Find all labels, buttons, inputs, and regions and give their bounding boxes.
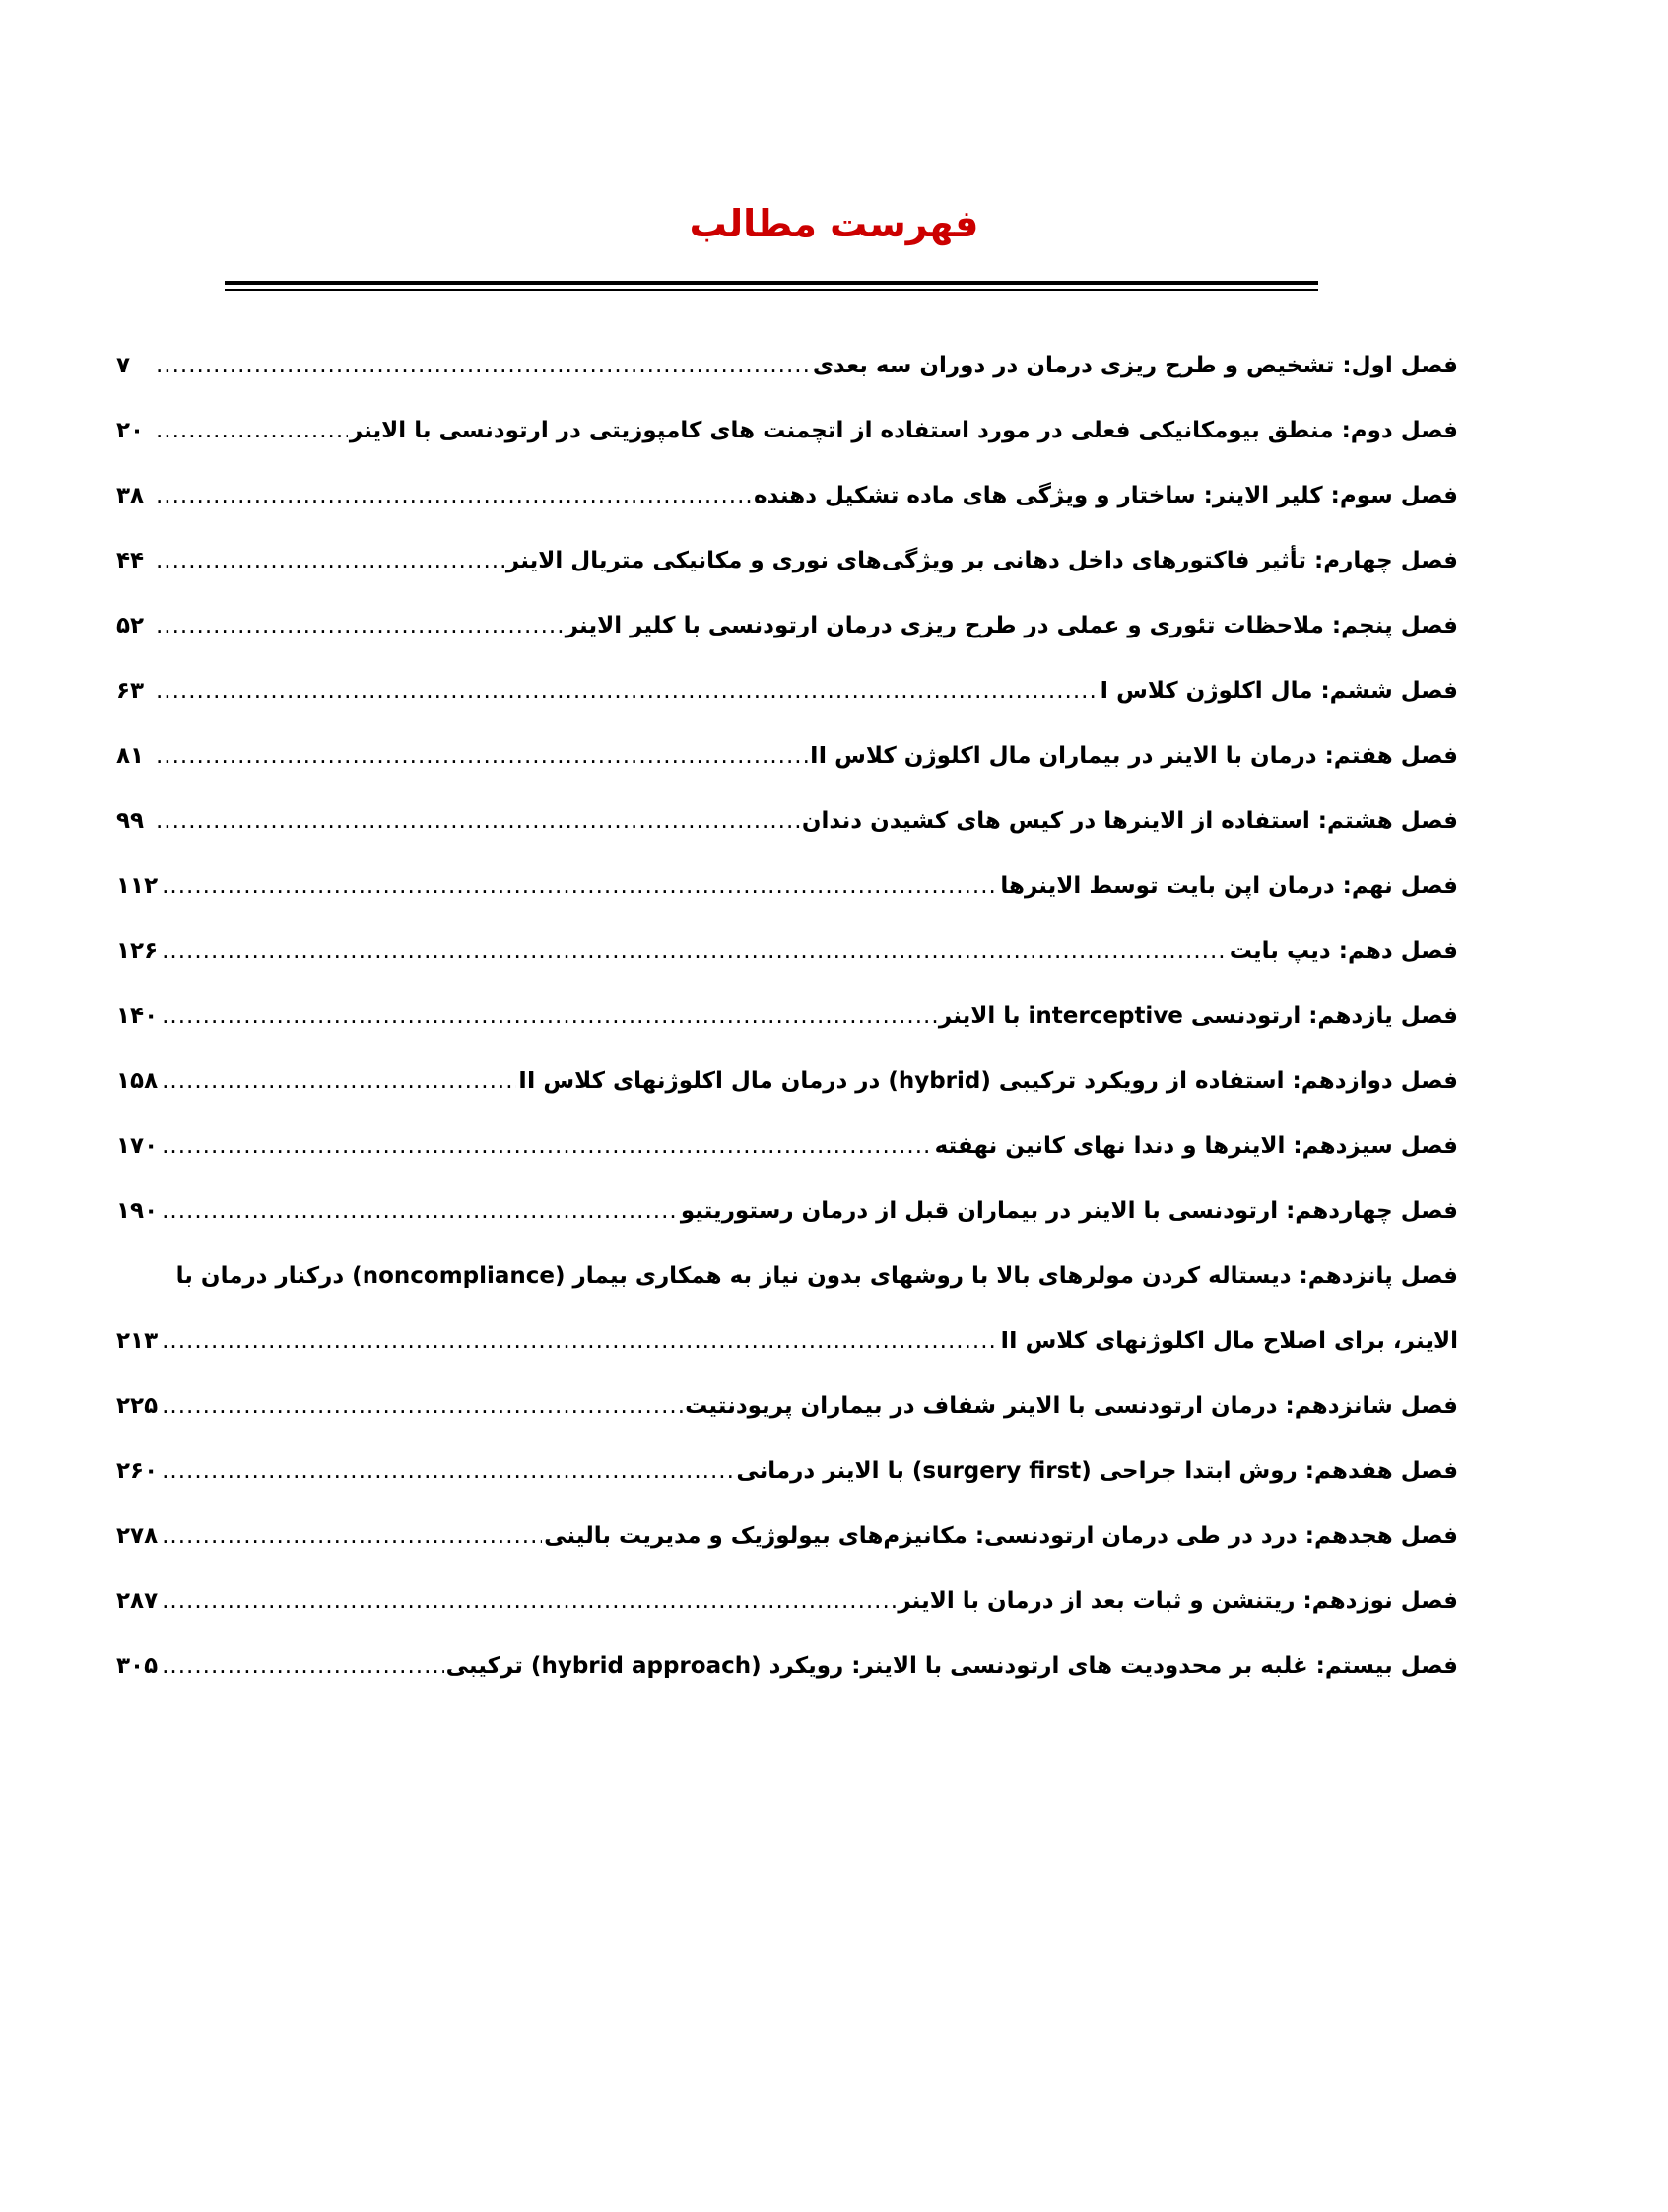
toc-entry[interactable] bbox=[116, 938, 1458, 1003]
toc-entry-label: فصل پنجم: ملاحظات تئوری و عملی در طرح ریزی درمان ارتودنسی با کلیر الاینر bbox=[565, 613, 1458, 638]
toc-entry-page: ۱۲۶ bbox=[116, 938, 159, 964]
toc-entry-label: فصل اول: تشخیص و طرح ریزی درمان در دوران سه بعدی bbox=[812, 353, 1458, 378]
toc-entry-page: ۲۸۷ bbox=[116, 1588, 159, 1614]
toc-leader-dots bbox=[162, 1328, 998, 1354]
toc-leader-dots bbox=[156, 613, 564, 638]
toc-leader-dots bbox=[156, 418, 348, 443]
toc-entry[interactable] bbox=[116, 1068, 1458, 1133]
toc-entry[interactable] bbox=[116, 1653, 1458, 1718]
toc-entry-label: فصل چهاردهم: ارتودنسی با الاینر در بیماران قبل از درمان رستوریتیو bbox=[680, 1198, 1458, 1224]
toc-entry[interactable] bbox=[116, 1588, 1458, 1653]
toc-entry-label: فصل هشتم: استفاده از الاینرها در کیس های کشیدن دندان bbox=[801, 808, 1458, 834]
toc-leader-dots bbox=[156, 483, 752, 508]
toc-leader-dots bbox=[162, 938, 1228, 964]
toc-leader-dots bbox=[162, 1198, 679, 1224]
toc-entry[interactable] bbox=[116, 1328, 1458, 1393]
toc-entry-page: ۱۵۸ bbox=[116, 1068, 159, 1094]
toc-entry-label: فصل هفتم: درمان با الاینر در بیماران مال اکلوژن کلاس II bbox=[810, 743, 1458, 769]
toc-leader-dots bbox=[156, 678, 1099, 704]
toc-leader-dots bbox=[162, 1523, 542, 1549]
toc-entry-page: ۲۰ bbox=[116, 418, 145, 443]
toc-entry-label: فصل هجدهم: درد در طی درمان ارتودنسی: مکانیزم‌های بیولوژیک و مدیریت بالینی bbox=[544, 1523, 1458, 1549]
toc-leader-dots bbox=[156, 743, 808, 769]
toc-leader-dots bbox=[162, 1068, 516, 1094]
toc-leader-dots bbox=[162, 1653, 443, 1679]
toc-entry-label: فصل بیستم: غلبه بر محدودیت های ارتودنسی با الاینر: رویکرد (hybrid approach) ترکیبی bbox=[445, 1653, 1458, 1679]
toc-entry-page: ۱۴۰ bbox=[116, 1003, 159, 1029]
toc-entry-label: فصل یازدهم: ارتودنسی interceptive با الاینر bbox=[938, 1003, 1458, 1029]
toc-entry-page: ۸۱ bbox=[116, 743, 145, 769]
toc-entry-label: فصل سیزدهم: الاینرها و دندا نهای کانین نهفته bbox=[934, 1133, 1458, 1159]
toc-entry[interactable] bbox=[116, 1133, 1458, 1198]
toc-leader-dots bbox=[162, 1003, 937, 1029]
toc-leader-dots bbox=[162, 1133, 932, 1159]
toc-entry[interactable] bbox=[116, 418, 1458, 483]
toc-entry-label: فصل نهم: درمان اپن بایت توسط الاینرها bbox=[1000, 873, 1458, 899]
toc-entry-page: ۱۹۰ bbox=[116, 1198, 159, 1224]
toc-entry-label: فصل چهارم: تأثیر فاکتورهای داخل دهانی بر ویژگی‌های نوری و مکانیکی متریال الاینر bbox=[505, 548, 1458, 573]
toc-entry-label: فصل دهم: دیپ بایت bbox=[1229, 938, 1458, 964]
toc-entry[interactable] bbox=[116, 353, 1458, 418]
title-rule-thin bbox=[225, 289, 1318, 291]
toc-entry-label: فصل هفدهم: روش ابتدا جراحی (surgery first) با الاینر درمانی bbox=[736, 1458, 1458, 1484]
table-of-contents bbox=[116, 353, 1458, 1718]
toc-entry[interactable] bbox=[116, 1523, 1458, 1588]
toc-entry[interactable] bbox=[116, 743, 1458, 808]
toc-leader-dots bbox=[156, 548, 504, 573]
toc-entry-label-line1: فصل پانزدهم: دیستاله کردن مولرهای بالا با روشهای بدون نیاز به همکاری بیمار (noncompliance) درکنار درمان با bbox=[175, 1263, 1458, 1289]
toc-entry[interactable] bbox=[116, 808, 1458, 873]
toc-leader-dots bbox=[162, 1393, 683, 1419]
toc-entry-page: ۱۷۰ bbox=[116, 1133, 159, 1159]
toc-leader-dots bbox=[156, 353, 811, 378]
toc-entry[interactable] bbox=[116, 1458, 1458, 1523]
toc-entry-page: ۷ bbox=[116, 353, 131, 378]
toc-entry-page: ۶۳ bbox=[116, 678, 145, 704]
toc-entry-page: ۵۲ bbox=[116, 613, 145, 638]
toc-entry-page: ۱۱۲ bbox=[116, 873, 159, 899]
toc-entry[interactable] bbox=[116, 1393, 1458, 1458]
toc-leader-dots bbox=[162, 873, 998, 899]
toc-entry-page: ۲۲۵ bbox=[116, 1393, 159, 1419]
toc-entry-page: ۲۷۸ bbox=[116, 1523, 159, 1549]
toc-entry-wrapped-line[interactable] bbox=[116, 1263, 1458, 1328]
toc-entry-label: الاینر، برای اصلاح مال اکلوژنهای کلاس II bbox=[1000, 1328, 1458, 1354]
toc-entry[interactable] bbox=[116, 873, 1458, 938]
toc-entry-page: ۳۸ bbox=[116, 483, 145, 508]
toc-entry-label: فصل دوازدهم: استفاده از رویکرد ترکیبی (hybrid) در درمان مال اکلوژنهای کلاس II bbox=[518, 1068, 1458, 1094]
toc-entry[interactable] bbox=[116, 1198, 1458, 1263]
toc-entry-label: فصل شانزدهم: درمان ارتودنسی با الاینر شفاف در بیماران پریودنتیت bbox=[685, 1393, 1458, 1419]
toc-entry-label: فصل سوم: کلیر الاینر: ساختار و ویژگی های ماده تشکیل دهنده bbox=[754, 483, 1458, 508]
toc-entry[interactable] bbox=[116, 613, 1458, 678]
toc-leader-dots bbox=[156, 808, 800, 834]
toc-entry[interactable] bbox=[116, 1003, 1458, 1068]
toc-entry-page: ۳۰۵ bbox=[116, 1653, 159, 1679]
toc-entry-page: ۴۴ bbox=[116, 548, 145, 573]
toc-entry[interactable] bbox=[116, 678, 1458, 743]
toc-entry-page: ۹۹ bbox=[116, 808, 145, 834]
toc-leader-dots bbox=[162, 1458, 734, 1484]
toc-entry-label: فصل ششم: مال اکلوژن کلاس I bbox=[1100, 678, 1458, 704]
toc-entry-page: ۲۶۰ bbox=[116, 1458, 159, 1484]
toc-entry-page: ۲۱۳ bbox=[116, 1328, 159, 1354]
toc-entry[interactable] bbox=[116, 483, 1458, 548]
page-title: فهرست مطالب bbox=[689, 202, 979, 245]
title-rule-thick bbox=[225, 281, 1318, 285]
toc-entry-label: فصل دوم: منطق بیومکانیکی فعلی در مورد استفاده از اتچمنت های کامپوزیتی در ارتودنسی با الاینر bbox=[349, 418, 1458, 443]
toc-entry-label: فصل نوزدهم: ریتنشن و ثبات بعد از درمان با الاینر bbox=[898, 1588, 1458, 1614]
toc-leader-dots bbox=[162, 1588, 896, 1614]
toc-entry[interactable] bbox=[116, 548, 1458, 613]
